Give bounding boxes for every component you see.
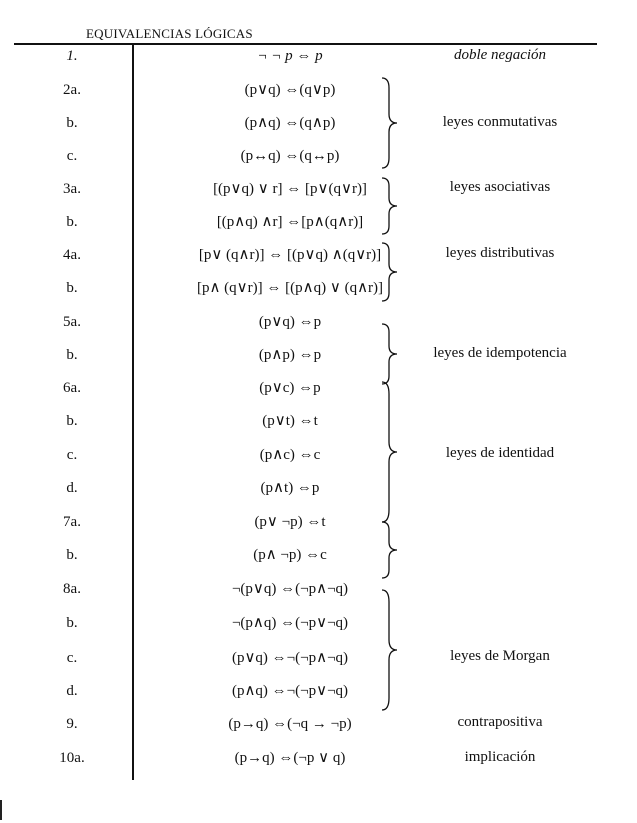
row-number: d. — [66, 480, 78, 496]
brace-negacion — [380, 520, 404, 580]
row-formula: (p∨q) ⇔p — [258, 314, 322, 330]
row-number: 2a. — [63, 82, 81, 98]
row-formula: [p∧ (q∨r)] ⇔ [(p∧q) ∨ (q∧r)] — [196, 280, 384, 296]
row-formula: (p∧t) ⇔p — [260, 480, 320, 496]
row-formula: ¬(p∨q) ⇔(¬p∧¬q) — [231, 581, 349, 597]
law-contrapositiva: contrapositiva — [457, 714, 543, 730]
row-formula: (p∨t) ⇔t — [262, 413, 318, 429]
table-row — [0, 574, 637, 604]
row-formula: (p∨c) ⇔p — [259, 380, 321, 396]
row-formula: (p→q) ⇔(¬q → ¬p) — [228, 716, 352, 732]
table-row — [0, 473, 637, 503]
brace-distributivas — [380, 241, 404, 303]
table-row — [0, 273, 637, 303]
brace-conmutativas — [380, 76, 404, 170]
row-formula: [(p∧q) ∧r] ⇔[p∧(q∧r)] — [216, 214, 364, 230]
row-number: 4a. — [63, 247, 81, 263]
brace-idempotencia — [380, 322, 404, 386]
row-formula: [p∨ (q∧r)] ⇔ [(p∨q) ∧(q∨r)] — [198, 247, 382, 263]
row-formula: ¬ ¬ p ⇔ p — [257, 48, 323, 64]
page-title: EQUIVALENCIAS LÓGICAS — [86, 26, 253, 41]
row-number: b. — [66, 280, 78, 296]
row-number: b. — [66, 347, 78, 363]
law-idempotencia: leyes de idempotencia — [433, 345, 567, 361]
row-formula: (p→q) ⇔(¬p ∨ q) — [234, 750, 346, 766]
row-number: d. — [66, 683, 78, 699]
row-number: b. — [66, 115, 78, 131]
row-formula: ¬(p∧q) ⇔(¬p∨¬q) — [231, 615, 349, 631]
law-conmutativas: leyes conmutativas — [442, 114, 558, 130]
row-formula: (p∧ ¬p) ⇔c — [253, 547, 327, 563]
table-row — [0, 141, 637, 171]
row-formula: (p∧c) ⇔c — [259, 447, 321, 463]
table-row — [0, 373, 637, 403]
law-implicacion: implicación — [464, 749, 536, 765]
row-formula: (p∧q) ⇔(q∧p) — [244, 115, 336, 131]
law-identidad: leyes de identidad — [445, 445, 555, 461]
row-formula: (p∨q) ⇔¬(¬p∧¬q) — [231, 650, 349, 666]
law-doble-negacion: doble negación — [453, 47, 547, 63]
row-number: 7a. — [63, 514, 81, 530]
row-number: b. — [66, 214, 78, 230]
table-row — [0, 540, 637, 570]
row-number: 10a. — [59, 750, 85, 766]
table-row — [0, 307, 637, 337]
row-number: c. — [66, 447, 78, 463]
row-formula: [(p∨q) ∨ r] ⇔ [p∨(q∨r)] — [213, 181, 367, 197]
row-formula: (p∧p) ⇔p — [258, 347, 322, 363]
table-row — [0, 406, 637, 436]
row-formula: (p∨ ¬p) ⇔t — [254, 514, 326, 530]
law-morgan: leyes de Morgan — [450, 648, 550, 664]
row-formula: (p∨q) ⇔(q∨p) — [244, 82, 336, 98]
table-row — [0, 75, 637, 105]
table-row — [0, 676, 637, 706]
brace-morgan — [380, 588, 404, 712]
law-distributivas: leyes distributivas — [445, 245, 555, 261]
row-number: 6a. — [63, 380, 81, 396]
row-number: b. — [66, 413, 78, 429]
row-number: b. — [66, 547, 78, 563]
brace-asociativas — [380, 176, 404, 236]
page-edge-mark — [0, 800, 2, 820]
row-formula: (p∧q) ⇔¬(¬p∨¬q) — [231, 683, 349, 699]
law-asociativas: leyes asociativas — [449, 179, 551, 195]
table-row — [0, 507, 637, 537]
row-number: 5a. — [63, 314, 81, 330]
row-formula: (p↔q) ⇔(q↔p) — [240, 148, 340, 164]
row-number: 9. — [66, 716, 78, 732]
row-number: c. — [66, 148, 78, 164]
row-number: b. — [66, 615, 78, 631]
brace-identidad — [380, 380, 404, 524]
table-row — [0, 608, 637, 638]
row-number: 3a. — [63, 181, 81, 197]
row-number: c. — [66, 650, 78, 666]
table-row — [0, 207, 637, 237]
row-number: 8a. — [63, 581, 81, 597]
row-number: 1. — [66, 48, 78, 64]
